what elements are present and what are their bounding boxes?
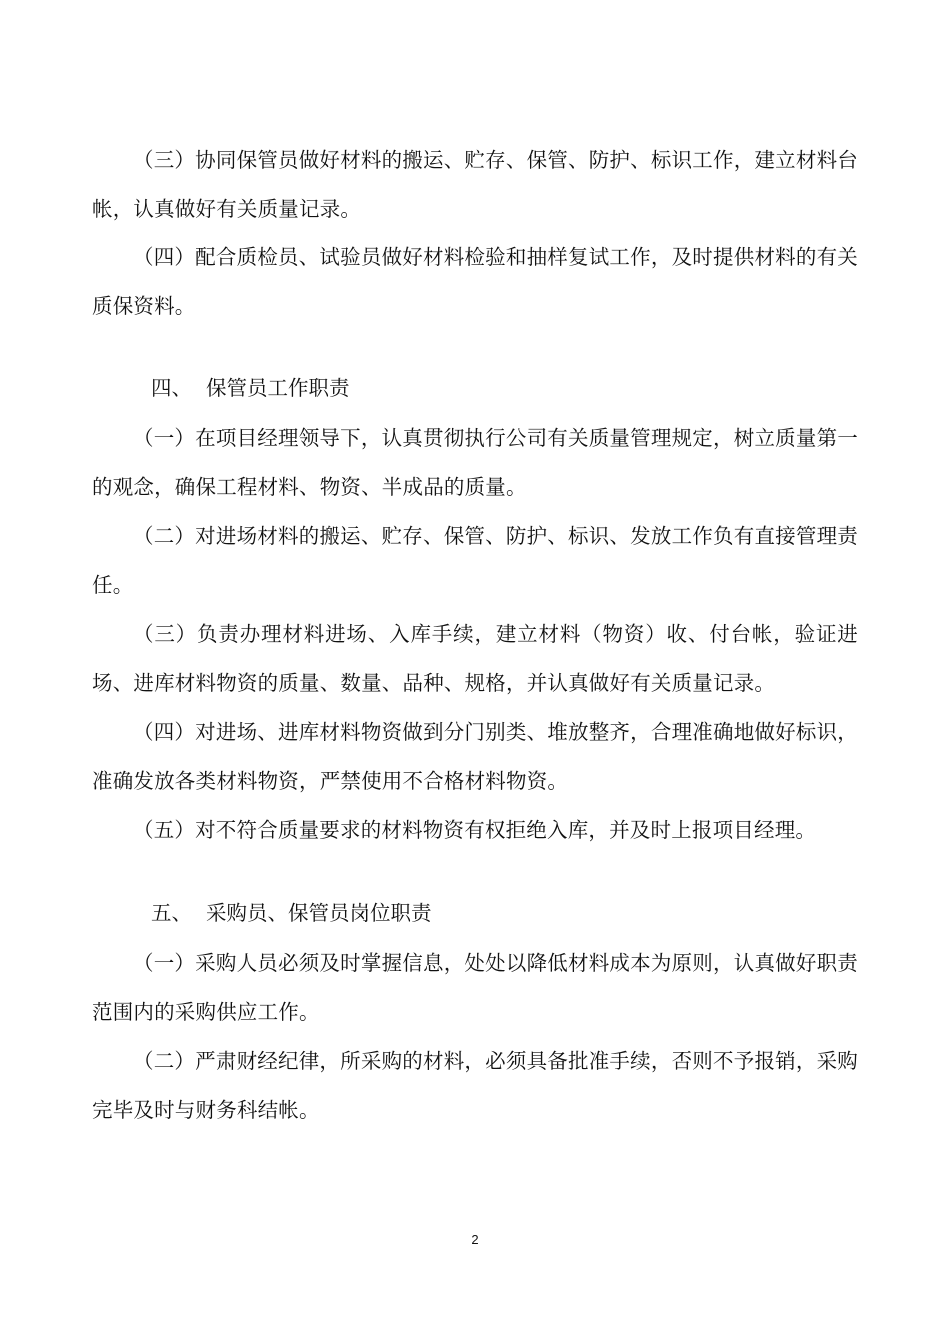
section-heading-4	[151, 364, 350, 413]
paragraph: （五）对不符合质量要求的材料物资有权拒绝入库，并及时上报项目经理。	[133, 818, 817, 842]
section-title: 采购员、保管员岗位职责	[206, 901, 432, 925]
section-number: 五、	[151, 901, 192, 925]
paragraph: （二）对进场材料的搬运、贮存、保管、防护、标识、发放工作负有直接管理责任。	[92, 524, 858, 597]
paragraph: （四）对进场、进库材料物资做到分门别类、堆放整齐，合理准确地做好标识，准确发放各类材料物资，严禁使用不合格材料物资。	[92, 720, 858, 793]
paragraph: （一）采购人员必须及时掌握信息，处处以降低材料成本为原则，认真做好职责范围内的采购供应工作。	[92, 951, 858, 1024]
paragraph: （三）负责办理材料进场、入库手续，建立材料（物资）收、付台帐，验证进场、进库材料物资的质量、数量、品种、规格，并认真做好有关质量记录。	[92, 622, 858, 695]
paragraph: （一）在项目经理领导下，认真贯彻执行公司有关质量管理规定，树立质量第一的观念，确保工程材料、物资、半成品的质量。	[92, 426, 858, 499]
section-number: 四、	[151, 376, 192, 400]
paragraph: （二）严肃财经纪律，所采购的材料，必须具备批准手续，否则不予报销，采购完毕及时与财务科结帐。	[92, 1049, 858, 1122]
page-number: 2	[471, 1232, 479, 1247]
paragraph: （三）协同保管员做好材料的搬运、贮存、保管、防护、标识工作，建立材料台帐，认真做好有关质量记录。	[92, 148, 858, 221]
section-heading-5	[151, 889, 432, 938]
paragraph: （四）配合质检员、试验员做好材料检验和抽样复试工作，及时提供材料的有关质保资料。	[92, 245, 858, 318]
section-title: 保管员工作职责	[206, 376, 350, 400]
